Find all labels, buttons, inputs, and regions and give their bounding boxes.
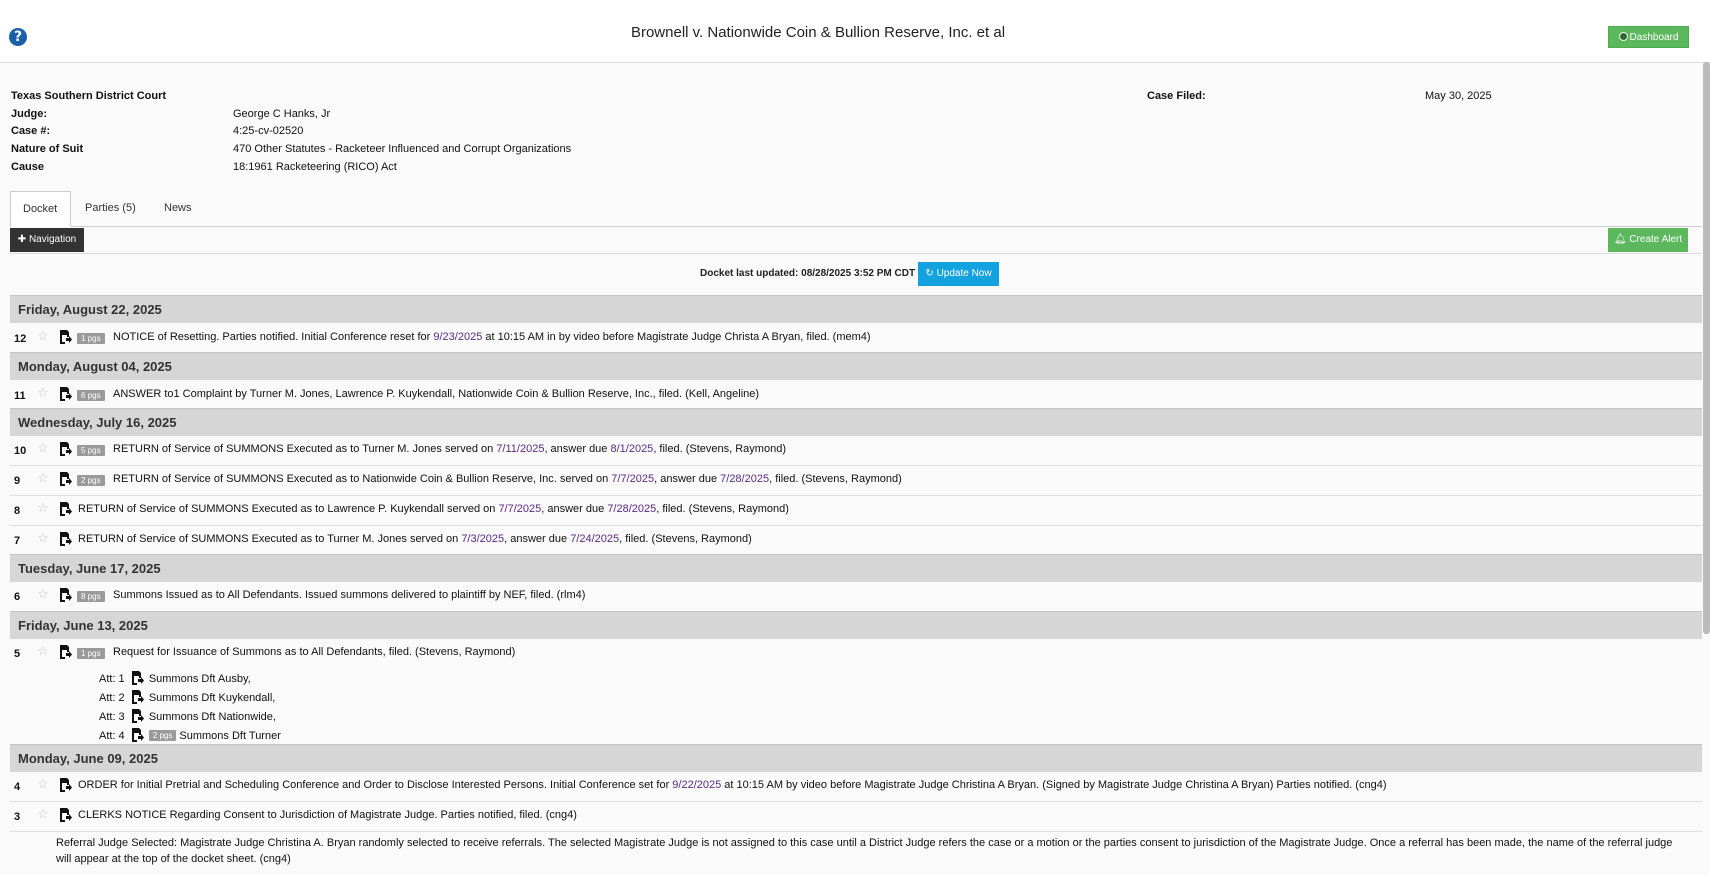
entry-text-part: , filed. (Stevens, Raymond) (656, 503, 789, 515)
download-doc-icon[interactable] (58, 645, 72, 659)
attachment-2 (99, 690, 275, 704)
date-header: Friday, August 22, 2025 (10, 295, 1702, 323)
download-doc-icon[interactable] (130, 709, 144, 723)
nature-label: Nature of Suit (11, 143, 84, 155)
tab-bar (10, 191, 1702, 227)
cause-label: Cause (11, 161, 45, 173)
create-alert-button[interactable] (1608, 228, 1688, 252)
docket-entry-11 (10, 380, 1702, 411)
star-icon[interactable]: ☆ (37, 587, 49, 602)
entry-date-link[interactable]: 7/24/2025 (570, 533, 620, 545)
entry-text: Summons Issued as to All Defendants. Issued summons delivered to plaintiff by NEF, filed. (rlm4) (113, 589, 586, 601)
attachment-text: Summons Dft Nationwide, (148, 711, 276, 723)
tab-docket[interactable]: Docket (10, 191, 71, 227)
judge-value: George C Hanks, Jr (233, 108, 331, 120)
tab-parties[interactable]: Parties (5) (85, 202, 136, 214)
entry-text (78, 533, 752, 545)
attachment-label: Att: 2 (99, 692, 125, 704)
case-filed-value: May 30, 2025 (1425, 90, 1492, 102)
update-now-label: Update Now (936, 268, 992, 279)
navigation-button[interactable] (10, 228, 84, 252)
entry-number: 5 (14, 648, 21, 660)
entry-text-part: ORDER for Initial Pretrial and Scheduling Conference and Order to Disclose Interested Persons. Initial Conference set for (78, 779, 673, 791)
docket-entry-6 (10, 581, 1702, 612)
entry-text-part: at 10:15 AM by video before Magistrate Judge Christina A Bryan. (Signed by Magistrate Judge Christina A Bryan) Parties notified. (cng4) (721, 779, 1387, 791)
entry-number: 10 (14, 445, 27, 457)
page-count-badge: 2 pgs (77, 475, 105, 486)
date-header: Tuesday, June 17, 2025 (10, 554, 1702, 582)
download-doc-icon[interactable] (58, 808, 72, 822)
entry-number: 3 (14, 811, 21, 823)
entry-date-link[interactable]: 8/1/2025 (610, 443, 654, 455)
date-header: Monday, August 04, 2025 (10, 352, 1702, 380)
entry-text (78, 779, 1386, 791)
star-icon[interactable]: ☆ (37, 531, 49, 546)
docket-entry-3 (10, 801, 1702, 832)
docket-entry-10 (10, 435, 1702, 466)
download-doc-icon[interactable] (58, 532, 72, 546)
entry-text-part: RETURN of Service of SUMMONS Executed as to Turner M. Jones served on (113, 443, 497, 455)
docket-toolbar (10, 227, 1702, 254)
download-doc-icon[interactable] (58, 588, 72, 602)
nature-value: 470 Other Statutes - Racketeer Influenced and Corrupt Organizations (233, 143, 572, 155)
entry-text: ANSWER to1 Complaint by Turner M. Jones, Lawrence P. Kuykendall, Nationwide Coin & Bullion Reserve, Inc., filed. (Kell, Angeline) (113, 388, 760, 400)
attachment-label: Att: 1 (99, 673, 125, 685)
entry-date-link[interactable]: 7/28/2025 (607, 503, 657, 515)
scrollbar[interactable] (1703, 62, 1710, 634)
download-doc-icon[interactable] (130, 728, 144, 742)
entry-text-part: , filed. (Stevens, Raymond) (619, 533, 752, 545)
entry-text-part: , filed. (Stevens, Raymond) (653, 443, 786, 455)
star-icon[interactable]: ☆ (37, 329, 49, 344)
star-icon[interactable]: ☆ (37, 386, 49, 401)
page-count-badge: 2 pgs (149, 730, 177, 741)
star-icon[interactable]: ☆ (37, 644, 49, 659)
entry-text (113, 443, 786, 455)
download-doc-icon[interactable] (58, 778, 72, 792)
entry-text (78, 503, 789, 515)
attachment-text: Summons Dft Ausby, (148, 673, 251, 685)
download-doc-icon[interactable] (130, 671, 144, 685)
page-header (0, 0, 1710, 63)
docket-entry-8 (10, 495, 1702, 526)
navigation-label: Navigation (28, 234, 77, 245)
star-icon[interactable]: ☆ (37, 441, 49, 456)
download-doc-icon[interactable] (58, 472, 72, 486)
entry-text: Request for Issuance of Summons as to All Defendants, filed. (Stevens, Raymond) (113, 646, 516, 658)
entry-text-part: , answer due (544, 443, 611, 455)
attachment-4 (99, 728, 281, 742)
entry-text-part: , answer due (654, 473, 721, 485)
attachment-text: Summons Dft Kuykendall, (148, 692, 276, 704)
entry-date-link[interactable]: 7/28/2025 (720, 473, 770, 485)
entry-date-link[interactable]: 7/7/2025 (498, 503, 542, 515)
update-now-button[interactable] (918, 262, 999, 286)
case-number-value: 4:25-cv-02520 (233, 125, 304, 137)
page-count-badge: 8 pgs (77, 591, 105, 602)
entry-number: 12 (14, 333, 27, 345)
case-number-label: Case #: (11, 125, 51, 137)
docket-entry-7 (10, 525, 1702, 556)
entry-text-part: , answer due (541, 503, 608, 515)
referral-note: Referral Judge Selected: Magistrate Judge Christina A. Bryan randomly selected to receive referrals. The selected Magistrate Judge is not assigned to this case until a District Judge refers the case or a motion or the parties consent to jurisdiction of the Magistrate Judge. Once a referral has been made, the name of the referral judge will appear at the top of the docket sheet. (cng4) (56, 837, 1673, 865)
dashboard-label: Dashboard (1629, 32, 1679, 43)
page-count-badge: 1 pgs (77, 333, 105, 344)
refresh-icon: ↻ (925, 268, 937, 279)
page-count-badge: 5 pgs (77, 445, 105, 456)
download-doc-icon[interactable] (58, 502, 72, 516)
attachment-1 (99, 671, 251, 685)
star-icon[interactable]: ☆ (37, 807, 49, 822)
entry-number: 7 (14, 535, 21, 547)
entry-text: CLERKS NOTICE Regarding Consent to Jurisdiction of Magistrate Judge. Parties notified, filed. (cng4) (78, 809, 577, 821)
entry-text (113, 473, 902, 485)
entry-text-part: RETURN of Service of SUMMONS Executed as to Nationwide Coin & Bullion Reserve, Inc. served on (113, 473, 612, 485)
entry-number: 6 (14, 591, 21, 603)
help-icon[interactable]: ? (9, 28, 27, 46)
case-filed-label: Case Filed: (1147, 90, 1206, 102)
dashboard-button[interactable] (1608, 26, 1689, 48)
cause-value: 18:1961 Racketeering (RICO) Act (233, 161, 397, 173)
page-count-badge: 6 pgs (77, 390, 105, 401)
case-title: Brownell v. Nationwide Coin & Bullion Reserve, Inc. et al (630, 24, 1006, 41)
download-doc-icon[interactable] (58, 387, 72, 401)
download-doc-icon[interactable] (58, 330, 72, 344)
star-icon[interactable]: ☆ (37, 471, 49, 486)
court-name: Texas Southern District Court (11, 90, 167, 102)
entry-date-link[interactable]: 7/11/2025 (496, 443, 545, 455)
date-header: Monday, June 09, 2025 (10, 744, 1702, 772)
entry-text-part: , answer due (504, 533, 571, 545)
entry-date-link[interactable]: 9/22/2025 (672, 779, 722, 791)
page-count-badge: 1 pgs (77, 648, 105, 659)
create-alert-label: Create Alert (1629, 234, 1683, 245)
attachment-text: Summons Dft Turner (179, 730, 281, 742)
date-header: Friday, June 13, 2025 (10, 611, 1702, 639)
attachment-label: Att: 3 (99, 711, 125, 723)
download-doc-icon[interactable] (58, 442, 72, 456)
entry-text-part: , filed. (Stevens, Raymond) (769, 473, 902, 485)
entry-text (113, 331, 871, 343)
docket-entry-4 (10, 771, 1702, 802)
entry-text-part: at 10:15 AM in by video before Magistrate Judge Christa A Bryan, filed. (mem4) (482, 331, 871, 343)
entry-number: 4 (14, 781, 21, 793)
judge-label: Judge: (11, 108, 48, 120)
entry-number: 11 (14, 390, 26, 402)
docket-entry-12 (10, 323, 1702, 354)
entry-number: 8 (14, 505, 21, 517)
entry-text-part: NOTICE of Resetting. Parties notified. Initial Conference reset for (113, 331, 434, 343)
entry-date-link[interactable]: 7/3/2025 (461, 533, 505, 545)
tab-news[interactable]: News (164, 202, 192, 214)
date-header: Wednesday, July 16, 2025 (10, 408, 1702, 436)
entry-date-link[interactable]: 9/23/2025 (433, 331, 483, 343)
attachment-label: Att: 4 (99, 730, 125, 742)
entry-date-link[interactable]: 7/7/2025 (611, 473, 655, 485)
entry-number: 9 (14, 475, 21, 487)
update-row (0, 262, 1710, 286)
attachment-3 (99, 709, 276, 723)
bell-icon: 🔔︎ (1613, 234, 1630, 245)
plus-icon: ✚ (17, 234, 29, 245)
entry-text-part: RETURN of Service of SUMMONS Executed as to Turner M. Jones served on (78, 533, 462, 545)
star-icon[interactable]: ☆ (37, 501, 49, 516)
docket-last-updated: Docket last updated: 08/28/2025 3:52 PM CDT (700, 268, 916, 279)
star-icon[interactable]: ☆ (37, 777, 49, 792)
docket-entry-9 (10, 465, 1702, 496)
entry-text-part: RETURN of Service of SUMMONS Executed as to Lawrence P. Kuykendall served on (78, 503, 499, 515)
dashboard-icon (1619, 32, 1628, 41)
download-doc-icon[interactable] (130, 690, 144, 704)
